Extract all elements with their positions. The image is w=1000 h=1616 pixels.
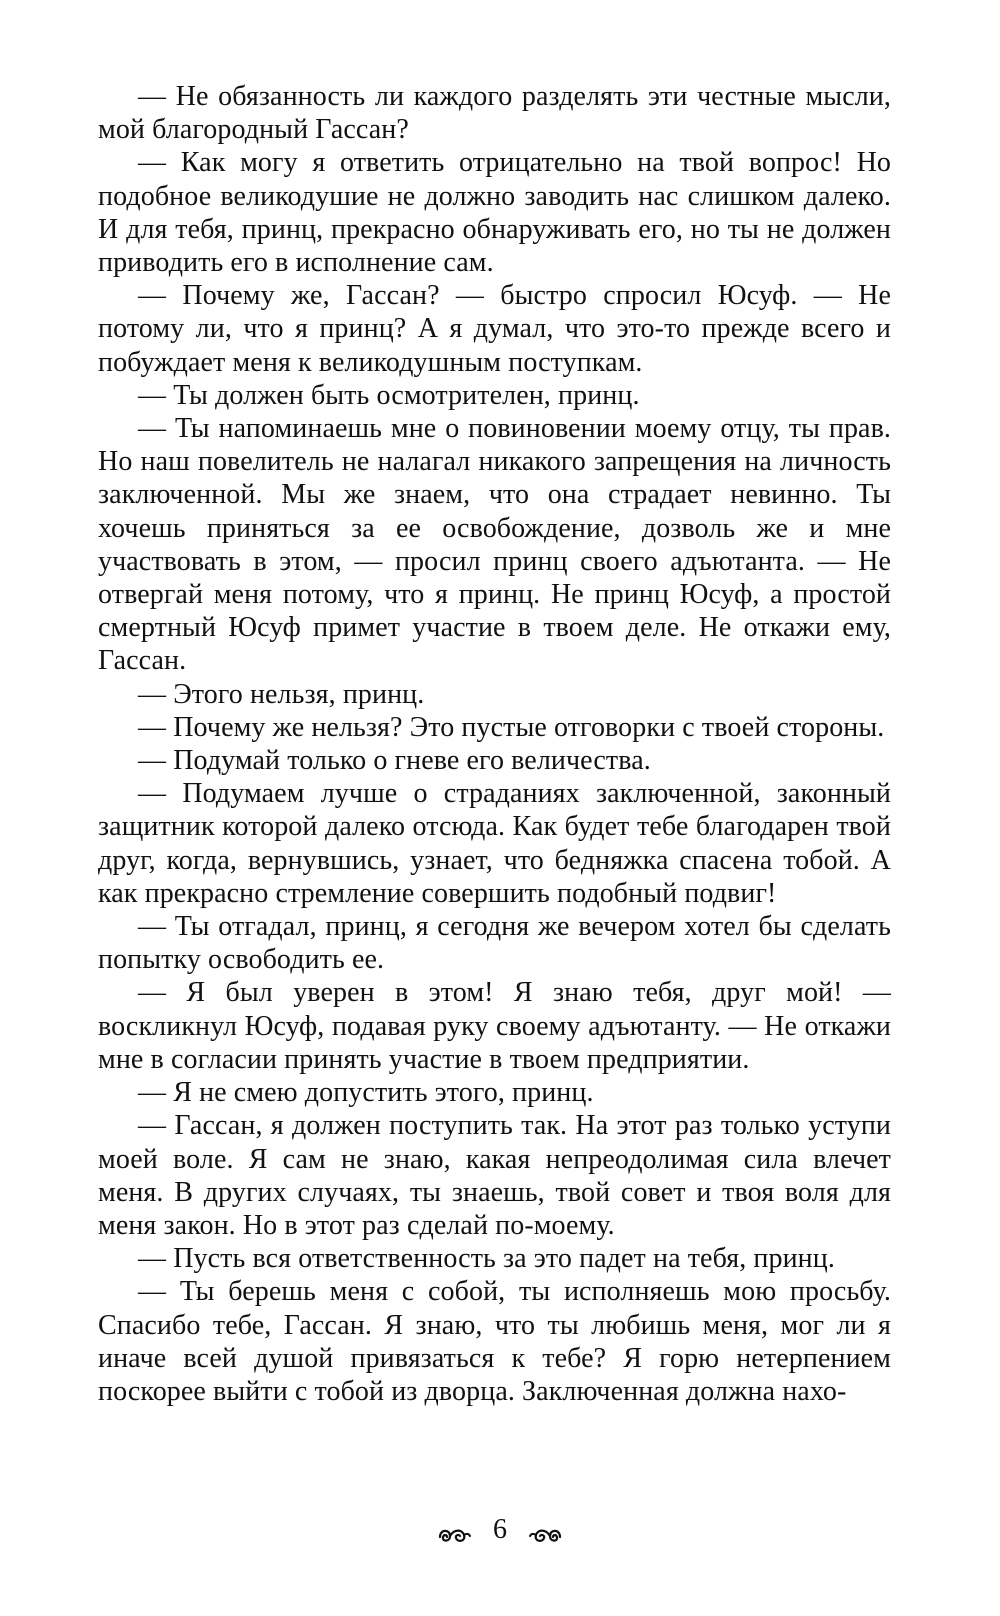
paragraph: — Как могу я ответить отрицательно на твой вопрос! Но подобное великодушие не должно заводить нас слишком далеко. И для тебя, принц, прекрасно обнаруживать его, но ты не должен приводить его в исполнение сам. [98,147,891,279]
paragraph: — Подумай только о гневе его величества. [138,745,651,777]
paragraph: — Пусть вся ответственность за это падет на тебя, принц. [138,1243,835,1275]
paragraph: — Ты отгадал, принц, я сегодня же вечером хотел бы сделать попытку освободить ее. [98,911,891,976]
paragraph: — Почему же, Гассан? — быстро спросил Юсуф. — Не потому ли, что я принц? А я думал, что это-то прежде всего и побуждает меня к великодушным поступкам. [98,280,891,378]
paragraph: — Не обязанность ли каждого разделять эти честные мысли, мой благородный Гассан? [98,81,891,146]
paragraph: — Я не смею допустить этого, принц. [138,1077,594,1109]
paragraph: — Ты должен быть осмотрителен, принц. [138,379,640,411]
fleuron-left-icon [436,1519,472,1541]
paragraph: — Гассан, я должен поступить так. На этот раз только уступи моей воле. Я сам не знаю, какая непреодолимая сила влечет меня. В других случаях, ты знаешь, твой совет и твоя воля для меня закон. Но в этот раз сделай по-моему. [98,1110,891,1241]
body-text [98,80,891,1408]
paragraph: — Ты берешь меня с собой, ты исполняешь мою просьбу. Спасибо тебе, Гассан. Я знаю, что ты любишь меня, мог ли я иначе всей душой привязаться к тебе? Я горю нетерпением поскорее выйти с тобой из дворца. Заключенная должна нахо- [98,1276,891,1407]
fleuron-right-icon [528,1519,564,1541]
paragraph: — Подумаем лучше о страданиях заключенной, законный защитник которой далеко отсюда. Как будет тебе благодарен твой друг, когда, вернувшись, узнает, что бедняжка спасена тобой. А как прекрасно стремление совершить подобный подвиг! [98,778,891,909]
paragraph: — Я был уверен в этом! Я знаю тебя, друг мой! — воскликнул Юсуф, подавая руку своему адъютанту. — Не откажи мне в согласии принять участие в твоем предприятии. [98,977,891,1075]
page-footer [0,1508,1000,1550]
paragraph: — Ты напоминаешь мне о повиновении моему отцу, ты прав. Но наш повелитель не налагал никакого запрещения на личность заключенной. Мы же знаем, что она страдает невинно. Ты хочешь приняться за ее освобождение, дозволь же и мне участвовать в этом, — просил принц своего адъютанта. — Не отвергай меня потому, что я принц. Не принц Юсуф, а простой смертный Юсуф примет участие в твоем деле. Не откажи ему, Гассан. [98,413,891,677]
page-number: 6 [493,1513,507,1545]
paragraph: — Почему же нельзя? Это пустые отговорки с твоей стороны. [138,711,885,743]
paragraph: — Этого нельзя, принц. [138,678,425,710]
